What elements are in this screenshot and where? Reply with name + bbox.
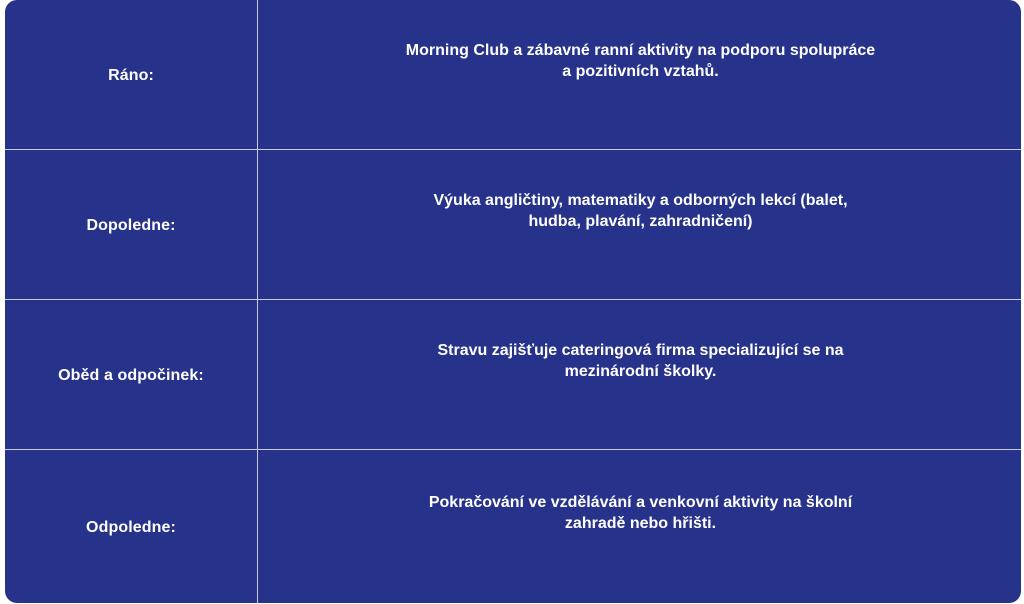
schedule-description-cell [258, 150, 1021, 299]
daily-schedule-table [5, 0, 1021, 603]
schedule-row-late-morning [5, 150, 1021, 300]
schedule-row-lunch [5, 300, 1021, 450]
schedule-label-cell [5, 0, 258, 149]
schedule-description: Pokračování ve vzdělávání a venkovní aktivity na školní zahradě nebo hřišti. [428, 494, 853, 532]
schedule-description: Stravu zajišťuje cateringová firma specializující se na mezinárodní školky. [437, 342, 844, 380]
schedule-label: Odpoledne: [86, 518, 176, 536]
schedule-label: Oběd a odpočinek: [58, 366, 204, 384]
schedule-row-afternoon [5, 450, 1021, 603]
schedule-label: Dopoledne: [86, 216, 176, 234]
schedule-description-cell [258, 300, 1021, 449]
schedule-description: Výuka angličtiny, matematiky a odborných lekcí (balet, hudba, plavání, zahradničení) [433, 192, 848, 230]
schedule-label-cell [5, 450, 258, 603]
schedule-description-cell [258, 0, 1021, 149]
schedule-label-cell [5, 150, 258, 299]
schedule-label-cell [5, 300, 258, 449]
schedule-label: Ráno: [108, 66, 154, 84]
schedule-description: Morning Club a zábavné ranní aktivity na podporu spolupráce a pozitivních vztahů. [405, 42, 876, 80]
schedule-description-cell [258, 450, 1021, 603]
schedule-row-morning [5, 0, 1021, 150]
